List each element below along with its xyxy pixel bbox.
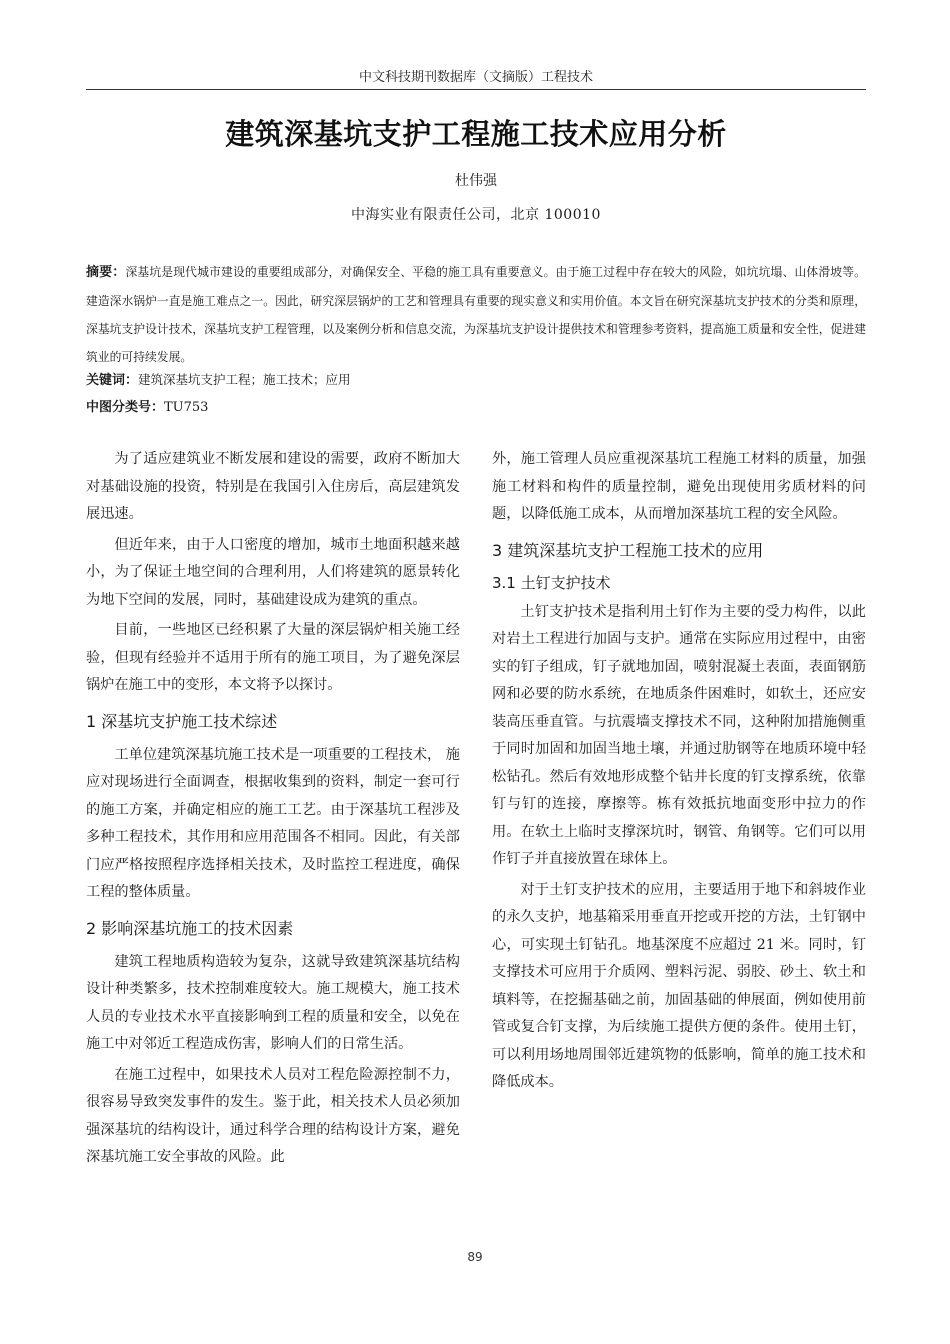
section-3-heading: 3 建筑深基坑支护工程施工技术的应用 — [492, 540, 764, 560]
header-rule — [86, 89, 866, 90]
section-3-1-heading: 3.1 土钉支护技术 — [492, 573, 611, 592]
section-2-paragraph-2-continued: 外，施工管理人员应重视深基坑工程施工材料的质量，加强施工材料和构件的质量控制，避免出现使用劣质材料的问题，以降低施工成本，从而增加深基坑工程的安全风险。 — [492, 451, 866, 522]
classification-text: TU753 — [164, 400, 209, 415]
keywords-label: 关键词： — [86, 373, 139, 388]
author-name: 杜伟强 — [455, 173, 497, 189]
left-column — [86, 446, 460, 1175]
page-number: 89 — [467, 1250, 483, 1264]
abstract-text: 深基坑是现代城市建设的重要组成部分，对确保安全、平稳的施工具有重要意义。由于施工过程中存在较大的风险，如坑坑塌、山体滑坡等。建造深水锅炉一直是施工难点之一。因此，研究深层锅炉的工艺和管理具有重要的现实意义和实用价值。本文旨在研究深基坑支护技术的分类和原理，深基坑支护设计技术，深基坑支护工程管理，以及案例分析和信息交流，为深基坑支护设计提供技术和管理参考资料，提高施工质量和安全性，促进建筑业的可持续发展。 — [86, 265, 866, 364]
section-1-heading: 1 深基坑支护施工技术综述 — [86, 711, 278, 731]
classification-number — [86, 394, 866, 422]
section-3-1-paragraph-2: 对于土钉支护技术的应用，主要适用于地下和斜坡作业的永久支护，地基箱采用垂直开挖或开挖的方法，土钉钢中心，可实现土钉钻孔。地基深度不应超过 21 米。同时，钉支撑技术可应用于介质网、塑料污泥、弱胶、砂土、软土和填料等，在挖掘基础之前，加固基础的伸展面，例如使用前管或复合钉支撑，为后续施工提供方便的条件。使用土钉，可以利用场地周围邻近建筑物的低影响，简单的施工技术和降低成本。 — [492, 881, 866, 1090]
abstract-label: 摘要： — [86, 265, 126, 280]
intro-paragraph-2: 但近年来，由于人口密度的增加，城市土地面积越来越小，为了保证土地空间的合理利用，人们将建筑的愿景转化为地下空间的发展，同时，基础建设成为建筑的重点。 — [86, 536, 460, 608]
intro-paragraph-1: 为了适应建筑业不断发展和建设的需要，政府不断加大对基础设施的投资，特别是在我国引入住房后，高层建筑发展迅速。 — [86, 451, 460, 522]
section-2-paragraph-2: 在施工过程中，如果技术人员对工程危险源控制不力，很容易导致突发事件的发生。鉴于此，相关技术人员必须加强深基坑的结构设计，通过科学合理的结构设计方案，避免深基坑施工安全事故的风险。此 — [86, 1066, 460, 1165]
section-2-paragraph-1: 建筑工程地质构造较为复杂，这就导致建筑深基坑结构设计种类繁多，技术控制难度较大。施工规模大，施工技术人员的专业技术水平直接影响到工程的质量和安全，以免在施工中对邻近工程造成伤害，影响人们的日常生活。 — [86, 953, 460, 1052]
section-2-heading: 2 影响深基坑施工的技术因素 — [86, 918, 294, 938]
article-title: 建筑深基坑支护工程施工技术应用分析 — [225, 117, 727, 151]
right-column — [492, 446, 866, 1100]
classification-label: 中图分类号： — [86, 400, 165, 415]
author-affiliation: 中海实业有限责任公司，北京 100010 — [351, 207, 601, 223]
keywords-text: 建筑深基坑支护工程；施工技术；应用 — [138, 372, 351, 387]
section-1-paragraph-1: 工单位建筑深基坑施工技术是一项重要的工程技术， 施应对现场进行全面调查，根据收集到的资料，制定一套可行的施工方案，并确定相应的施工工艺。由于深基坑工程涉及多种工程技术，其作用和应用范围各不相同。因此，有关部门应严格按照程序选择相关技术，及时监控工程进度，确保工程的整体质量。 — [86, 746, 460, 900]
section-3-1-paragraph-1: 土钉支护技术是指利用土钉作为主要的受力构件，以此对岩土工程进行加固与支护。通常在实际应用过程中，由密实的钉子组成，钉子就地加固，喷射混凝土表面，表面钢筋网和必要的防水系统，在地质条件困难时，如软土，还应安装高压垂直管。与抗震墙支撑技术不同，这种附加措施侧重于同时加固和加固当地土壤，并通过肋钢等在地质环境中轻松钻孔。然后有效地形成整个钻井长度的钉支撑系统，依靠钉与钉的连接，摩擦等。栋有效抵抗地面变形中拉力的作用。在软土上临时支撑深坑时，钢管、角钢等。它们可以用作钉子并直接放置在球体上。 — [492, 603, 866, 867]
keywords — [86, 366, 866, 395]
abstract — [86, 258, 866, 371]
intro-paragraph-3: 目前，一些地区已经积累了大量的深层锅炉相关施工经验，但现有经验并不适用于所有的施工项目，为了避免深层锅炉在施工中的变形，本文将予以探讨。 — [86, 622, 460, 693]
running-header: 中文科技期刊数据库（文摘版）工程技术 — [358, 70, 593, 85]
